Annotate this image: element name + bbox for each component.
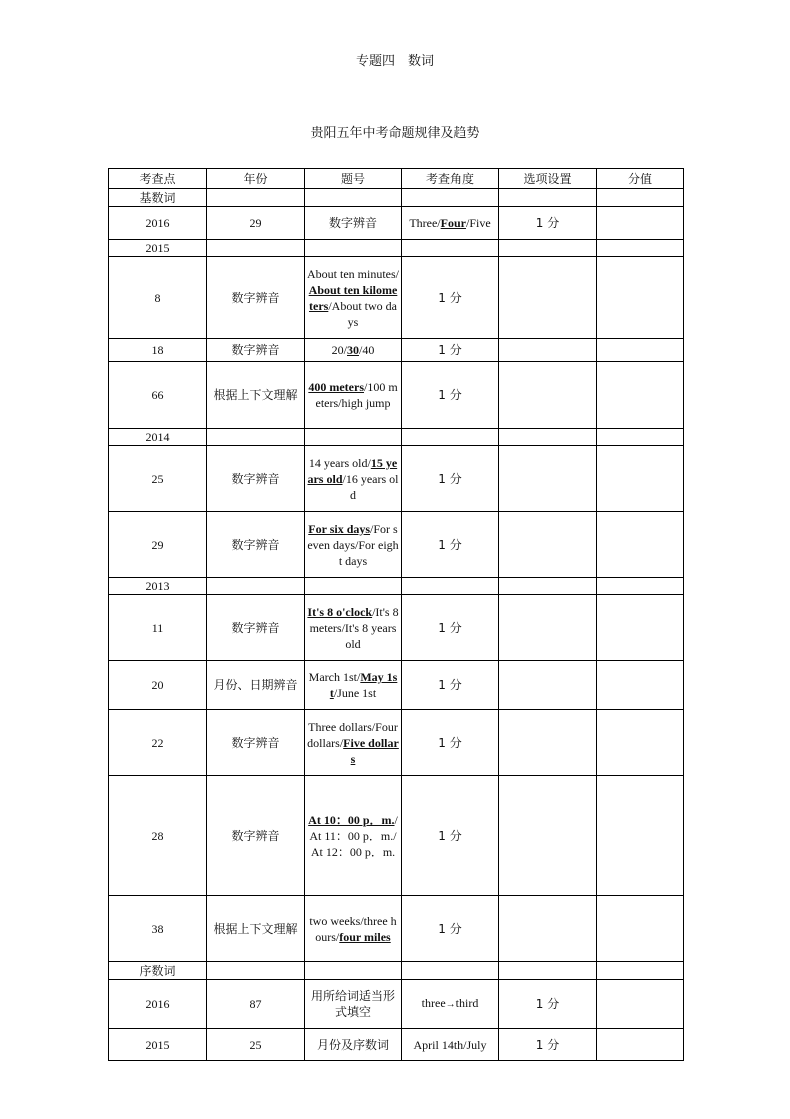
option-text: /For seven days/For eight days — [307, 521, 399, 568]
question-number: 22 — [109, 710, 207, 776]
options-cell — [305, 595, 402, 661]
score-cell: 1 分 — [499, 1029, 597, 1061]
angle-cell: 根据上下文理解 — [207, 362, 305, 429]
header-score: 分值 — [597, 169, 684, 189]
question-number: 28 — [109, 776, 207, 896]
option-text: /At 11：00 p．m./At 12：00 p．m. — [309, 812, 398, 859]
correct-option: About ten kilometers — [308, 282, 398, 313]
option-text: Three dollars/Four dollars/ — [307, 719, 398, 750]
table-row — [109, 257, 684, 339]
table-row — [109, 896, 684, 962]
question-number: 66 — [109, 362, 207, 429]
question-number: 8 — [109, 257, 207, 339]
angle-cell: 数字辨音 — [207, 446, 305, 512]
option-text: two weeks/three hours/ — [309, 913, 397, 944]
year-cell: 2013 — [109, 578, 207, 595]
question-number: 25 — [109, 446, 207, 512]
table-row — [109, 512, 684, 578]
options-cell: April 14th/July — [402, 1029, 499, 1061]
table-row — [109, 207, 684, 240]
angle-cell: 数字辨音 — [207, 776, 305, 896]
year-row — [109, 429, 684, 446]
year-cell: 2015 — [109, 1029, 207, 1061]
option-text: three — [421, 996, 446, 1010]
correct-option: At 10：00 p．m. — [308, 812, 395, 827]
correct-option: 15 years old — [307, 455, 398, 486]
angle-cell: 根据上下文理解 — [207, 896, 305, 962]
year-cell: 2016 — [109, 980, 207, 1029]
year-cell: 2016 — [109, 207, 207, 240]
angle-cell: 数字辨音 — [207, 512, 305, 578]
options-cell — [305, 896, 402, 962]
option-text: /About two days — [328, 298, 397, 329]
year-cell: 2015 — [109, 240, 207, 257]
option-text: /40 — [359, 343, 375, 357]
table-header-row — [109, 169, 684, 189]
header-question-number: 题号 — [305, 169, 402, 189]
question-number: 29 — [207, 207, 305, 240]
score-cell: 1 分 — [402, 446, 499, 512]
question-number: 87 — [207, 980, 305, 1029]
table-row — [109, 1029, 684, 1061]
score-cell: 1 分 — [402, 896, 499, 962]
angle-cell: 用所给词适当形式填空 — [305, 980, 402, 1029]
header-options: 选项设置 — [499, 169, 597, 189]
correct-option: Five dollars — [343, 735, 399, 766]
table-row — [109, 661, 684, 710]
angle-cell: 数字辨音 — [207, 710, 305, 776]
options-cell — [402, 207, 499, 240]
table-row — [109, 595, 684, 661]
question-number: 38 — [109, 896, 207, 962]
options-cell — [305, 362, 402, 429]
score-cell: 1 分 — [402, 710, 499, 776]
section-row — [109, 189, 684, 207]
section-ordinal: 序数词 — [109, 962, 207, 980]
score-cell: 1 分 — [402, 362, 499, 429]
options-cell — [305, 257, 402, 339]
score-cell: 1 分 — [499, 980, 597, 1029]
score-cell: 1 分 — [402, 512, 499, 578]
table-row — [109, 980, 684, 1029]
options-cell — [402, 980, 499, 1029]
option-text: /100 meters/high jump — [315, 380, 398, 410]
question-number: 25 — [207, 1029, 305, 1061]
option-text: March 1st/ — [308, 670, 361, 684]
score-cell: 1 分 — [402, 339, 499, 362]
score-cell: 1 分 — [402, 595, 499, 661]
options-cell — [305, 710, 402, 776]
option-text: /June 1st — [333, 686, 377, 700]
year-row — [109, 578, 684, 595]
exam-trend-table — [108, 168, 684, 1061]
option-text: 20/ — [331, 343, 347, 357]
angle-cell: 数字辨音 — [207, 339, 305, 362]
header-angle: 考查角度 — [402, 169, 499, 189]
option-text: third — [455, 996, 479, 1010]
correct-option: May 1st — [329, 670, 398, 700]
question-number: 29 — [109, 512, 207, 578]
score-cell: 1 分 — [402, 257, 499, 339]
table-row — [109, 339, 684, 362]
angle-cell: 月份及序数词 — [305, 1029, 402, 1061]
angle-cell: 月份、日期辨音 — [207, 661, 305, 710]
table-row — [109, 776, 684, 896]
option-text: Three/ — [409, 216, 441, 230]
correct-option: 30 — [347, 343, 359, 357]
table-row — [109, 710, 684, 776]
option-text: /Five — [465, 216, 491, 230]
option-text: 14 years old/ — [308, 455, 371, 470]
correct-option: For six days — [308, 521, 371, 536]
options-cell — [305, 776, 402, 896]
angle-cell: 数字辨音 — [207, 595, 305, 661]
score-cell: 1 分 — [402, 661, 499, 710]
score-cell: 1 分 — [499, 207, 597, 240]
options-cell — [305, 339, 402, 362]
option-text: About ten minutes/ — [307, 266, 399, 281]
options-cell — [305, 661, 402, 710]
table-caption: 贵阳五年中考命题规律及趋势 — [310, 126, 480, 141]
question-number: 11 — [109, 595, 207, 661]
option-text: /It's 8 meters/It's 8 years old — [309, 604, 399, 651]
option-text: /16 years old — [342, 471, 399, 502]
question-number: 18 — [109, 339, 207, 362]
year-cell: 2014 — [109, 429, 207, 446]
table-row — [109, 362, 684, 429]
header-year: 年份 — [207, 169, 305, 189]
arrow-right-icon: → — [445, 999, 456, 1010]
correct-option: four miles — [339, 929, 391, 944]
section-cardinal: 基数词 — [109, 189, 207, 207]
angle-cell: 数字辨音 — [207, 257, 305, 339]
question-number: 20 — [109, 661, 207, 710]
options-cell — [305, 512, 402, 578]
correct-option: 400 meters — [308, 380, 364, 394]
year-row — [109, 240, 684, 257]
score-cell: 1 分 — [402, 776, 499, 896]
angle-cell: 数字辨音 — [305, 207, 402, 240]
correct-option: It's 8 o'clock — [307, 604, 373, 619]
options-cell — [305, 446, 402, 512]
section-row — [109, 962, 684, 980]
table-row — [109, 446, 684, 512]
page-title: 专题四 数词 — [355, 54, 434, 69]
correct-option: Four — [440, 216, 466, 230]
header-point: 考查点 — [109, 169, 207, 189]
